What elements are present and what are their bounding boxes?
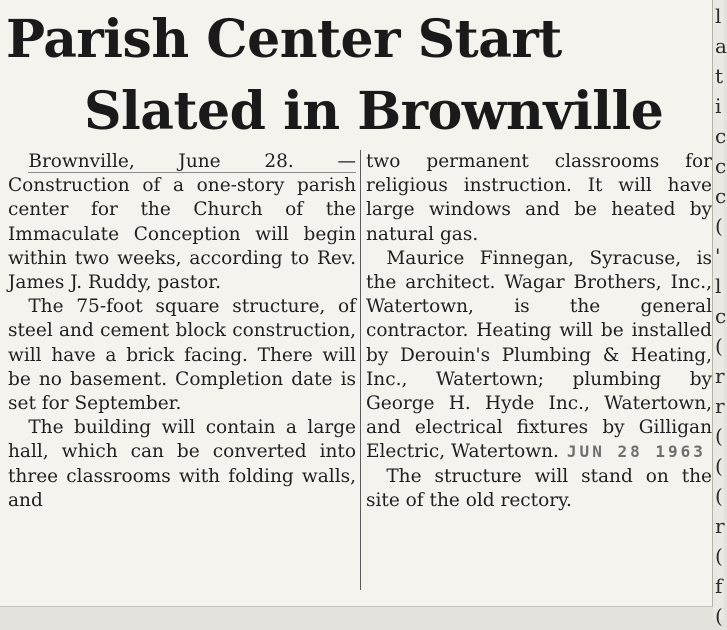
fragment-char: f	[715, 574, 723, 598]
fragment-char: t	[715, 64, 724, 88]
article-paragraph-1	[8, 150, 356, 295]
paragraph-4-text: Maurice Finnegan, Syracuse, is the architect. Wagar Brothers, Inc., Watertown, is the general contractor. Heating will be installed by Derouin's Plumbing & Heating, Inc., Watertown; plumbing by George H. Hyde Inc., Watertown, and electrical fixtures by Gilligan Electric, Watertown.	[366, 247, 712, 463]
fragment-char: c	[715, 304, 727, 328]
article-paragraph-4	[366, 247, 712, 465]
fragment-char: a	[715, 34, 727, 58]
headline-line-2: Slated in Brownville	[84, 81, 664, 142]
article-paragraph-3: The building will contain a large hall, which can be converted into three classrooms with folding walls, and	[8, 417, 356, 511]
article-paragraph-2: The 75-foot square structure, of steel and cement block construction, will have a brick facing. There will be no basement. Completion date is set for September.	[8, 296, 356, 415]
headline-line-1: Parish Center Start	[6, 9, 562, 70]
fragment-char: l	[715, 274, 722, 298]
fragment-char: r	[715, 364, 725, 388]
fragment-char: (	[715, 214, 723, 238]
fragment-char: i	[715, 94, 722, 118]
fragment-char: l	[715, 4, 722, 28]
fragment-char: (	[715, 544, 723, 568]
fragment-char: (	[715, 484, 723, 508]
paragraph-1-text: Construction of a one-story parish center for the Church of the Immaculate Conception will begin within two weeks, according to Rev. James J. Ruddy, pastor.	[8, 175, 356, 294]
headline	[4, 4, 708, 148]
fragment-char: (	[715, 334, 723, 358]
article-paragraph-5: The structure will stand on the site of the old rectory.	[366, 465, 712, 511]
dateline: Brownville, June 28. —	[28, 151, 356, 172]
fragment-char: (	[715, 604, 723, 628]
adjacent-column-fragment	[713, 0, 727, 628]
date-stamp: JUN 28 1963	[566, 442, 706, 462]
fragment-char: '	[715, 244, 721, 268]
fragment-char: r	[715, 514, 725, 538]
fragment-char: r	[715, 394, 725, 418]
fragment-char: (	[715, 454, 723, 478]
fragment-char: c	[715, 184, 727, 208]
fragment-char: c	[715, 124, 727, 148]
column-divider	[360, 150, 361, 590]
fragment-char: (	[715, 424, 723, 448]
fragment-char: c	[715, 154, 727, 178]
article-paragraph-3-continued: two permanent classrooms for religious instruction. It will have large windows and be heated by natural gas.	[366, 151, 712, 245]
article-column-right	[366, 150, 712, 513]
article-column-left	[8, 150, 356, 513]
